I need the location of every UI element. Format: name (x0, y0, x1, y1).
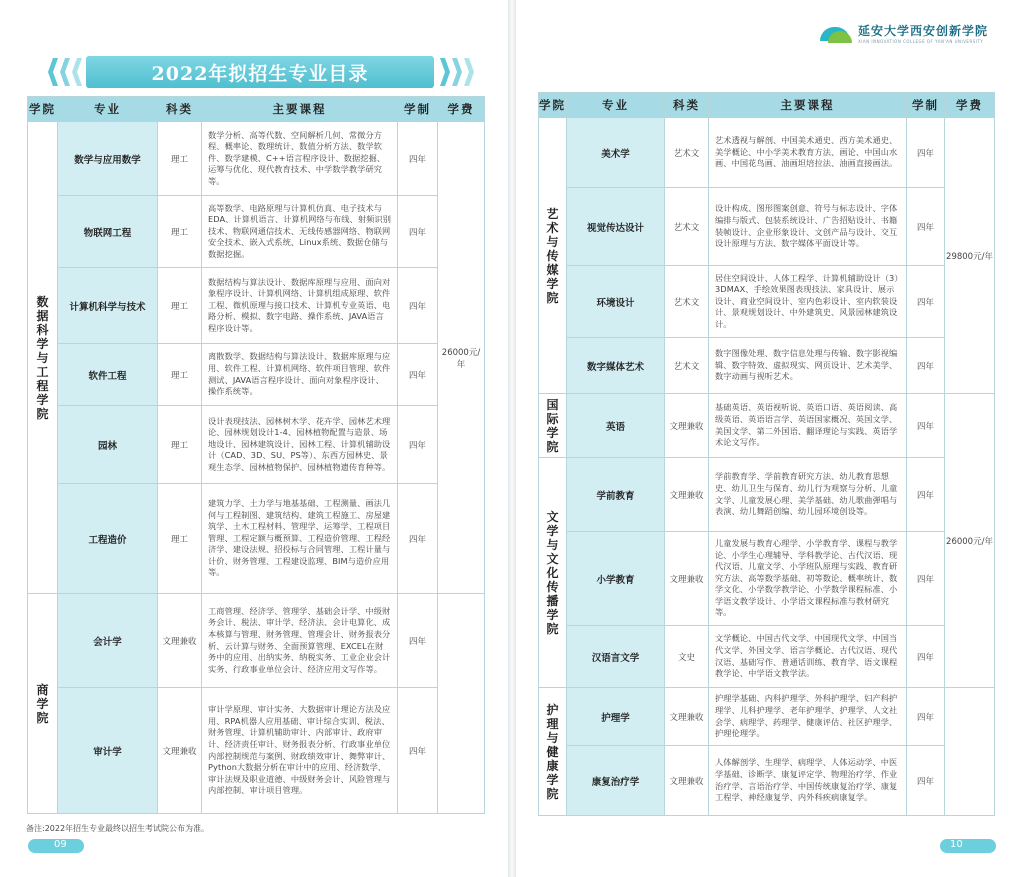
header-major: 专业 (567, 93, 665, 118)
table-row (539, 188, 995, 266)
major-name: 软件工程 (58, 344, 158, 406)
major-courses: 建筑力学、土力学与地基基础、工程测量、画法几何与工程制图、建筑结构、建筑工程施工、房屋建筑学、土木工程材料、管理学、运筹学、工程项目管理、工程定额与概预算、工程造价管理、工程经济学、建设法规、招投标与合同管理、工程计量与计价、财务管理、工程建设监理、BIM与造价应用等。 (202, 484, 398, 594)
table-row (539, 626, 995, 688)
header-school: 学院 (28, 97, 58, 122)
title-banner (48, 56, 472, 88)
tuition-fee: 26000元/年 (438, 122, 485, 594)
major-years: 四年 (907, 188, 945, 266)
major-category: 理工 (158, 122, 202, 196)
major-courses: 高等数学、电路原理与计算机仿真、电子技术与EDA、计算机语言、计算机网络与布线、射频识别技术、物联网通信技术、无线传感器网络、物联网安全技术、嵌入式系统、Linux系统、数据仓储与数据挖掘。 (202, 196, 398, 268)
page-number-left (28, 838, 84, 854)
major-category: 文理兼收 (665, 532, 709, 626)
major-category: 文理兼收 (158, 688, 202, 814)
major-courses: 设计表现技法、园林树木学、花卉学、园林艺术理论、园林规划设计1-4、园林植物配置与造景、场地设计、园林建筑设计、园林工程、计算机辅助设计（CAD、3D、SU、PS等）、东西方园林史、景观生态学、园林植物保护、园林植物遗传育种等。 (202, 406, 398, 484)
tuition-fee: 29800元/年 (945, 118, 995, 394)
left-major-table (27, 96, 485, 814)
header-courses: 主要课程 (202, 97, 398, 122)
school-cell (539, 394, 567, 458)
major-courses: 人体解剖学、生理学、病理学、人体运动学、中医学基础、诊断学、康复评定学、物理治疗学、作业治疗学、言语治疗学、中国传统康复治疗学、康复工程学、神经康复学、内外科疾病康复学。 (709, 746, 907, 816)
logo-chinese-name: 延安大学西安创新学院 (857, 24, 988, 38)
major-name: 康复治疗学 (567, 746, 665, 816)
table-header-row (28, 97, 485, 122)
major-name: 物联网工程 (58, 196, 158, 268)
major-years: 四年 (398, 122, 438, 196)
table-row (539, 266, 995, 338)
major-name: 工程造价 (58, 484, 158, 594)
table-row (539, 746, 995, 816)
major-years: 四年 (398, 688, 438, 814)
footnote: 备注:2022年招生专业最终以招生考试院公布为准。 (26, 824, 210, 833)
school-name: 文学与文化传播学院 (546, 509, 559, 636)
school-name: 护理与健康学院 (546, 702, 559, 801)
header-school: 学院 (539, 93, 567, 118)
table-row (28, 196, 485, 268)
major-years: 四年 (907, 626, 945, 688)
table-row (28, 268, 485, 344)
major-courses: 工商管理、经济学、管理学、基础会计学、中级财务会计、税法、审计学、经济法、会计电算化、成本核算与管理、财务管理、管理会计、财务报表分析、云计算与财务、全面预算管理、EXCEL在财务中的应用、出纳实务、纳税实务、工业企业会计实务、行政事业单位会计、经济应用文写作等。 (202, 594, 398, 688)
major-category: 艺术文 (665, 266, 709, 338)
major-category: 文史 (665, 626, 709, 688)
major-name: 计算机科学与技术 (58, 268, 158, 344)
major-category: 文理兼收 (665, 394, 709, 458)
header-years: 学制 (398, 97, 438, 122)
major-years: 四年 (907, 266, 945, 338)
banner-chevrons-left-icon (48, 58, 82, 86)
major-years: 四年 (398, 344, 438, 406)
major-years: 四年 (398, 406, 438, 484)
school-cell (28, 594, 58, 814)
major-courses: 基础英语、英语视听说、英语口语、英语阅读、高级英语、英语语言学、英语国家概况、英国文学、美国文学、第二外国语、翻译理论与实践、英语学术论文写作。 (709, 394, 907, 458)
tuition-fee (945, 688, 995, 816)
major-years: 四年 (907, 746, 945, 816)
major-category: 理工 (158, 406, 202, 484)
table-row (28, 594, 485, 688)
major-years: 四年 (907, 458, 945, 532)
table-row (539, 532, 995, 626)
major-name: 数学与应用数学 (58, 122, 158, 196)
header-fee: 学费 (945, 93, 995, 118)
major-name: 美术学 (567, 118, 665, 188)
major-category: 理工 (158, 344, 202, 406)
right-major-table (538, 92, 995, 816)
school-name: 艺术与传媒学院 (546, 206, 559, 305)
table-row (539, 338, 995, 394)
page-title: 2022年拟招生专业目录 (86, 56, 434, 88)
major-name: 护理学 (567, 688, 665, 746)
major-name: 汉语言文学 (567, 626, 665, 688)
major-category: 理工 (158, 268, 202, 344)
major-courses: 居住空间设计、人体工程学、计算机辅助设计（3）3DMAX、手绘效果图表现技法、家具设计、展示设计、商业空间设计、室内色彩设计、室内软装设计、景观规划设计、中外建筑史、风景园林建筑设计。 (709, 266, 907, 338)
major-years: 四年 (398, 594, 438, 688)
major-name: 会计学 (58, 594, 158, 688)
header-fee: 学费 (438, 97, 485, 122)
major-category: 文理兼收 (665, 688, 709, 746)
major-name: 学前教育 (567, 458, 665, 532)
major-name: 英语 (567, 394, 665, 458)
major-courses: 数学分析、高等代数、空间解析几何、常微分方程、概率论、数理统计、数值分析方法、数学软件、数学建模、C++语言程序设计、数据挖掘、运筹与优化、现代教育技术、中学数学教学研究等。 (202, 122, 398, 196)
major-years: 四年 (907, 394, 945, 458)
major-category: 理工 (158, 196, 202, 268)
major-category: 艺术文 (665, 188, 709, 266)
table-row (28, 484, 485, 594)
major-courses: 审计学原理、审计实务、大数据审计理论方法及应用、RPA机器人应用基础、审计综合实训、税法、财务管理、计算机辅助审计、内部审计、政府审计、经济责任审计、财务报表分析、行政事业单位内部控制规范与案例、财政绩效审计、舞弊审计、Python大数据分析在审计中的应用、经济数学、审计法规及职业道德、中级财务会计、风险管理与内部控制、审计项目管理。 (202, 688, 398, 814)
header-category: 科类 (665, 93, 709, 118)
table-row (28, 122, 485, 196)
school-name: 数据科学与工程学院 (36, 294, 49, 421)
table-header-row (539, 93, 995, 118)
table-row (539, 118, 995, 188)
banner-chevrons-right-icon (440, 58, 474, 86)
major-years: 四年 (398, 268, 438, 344)
school-cell (539, 688, 567, 816)
major-courses: 设计构成、图形图案创意、符号与标志设计、字体编排与版式、包装系统设计、广告招贴设计、书籍装帧设计、企业形象设计、文创产品与设计、交互设计原理与方法、数字媒体平面设计等。 (709, 188, 907, 266)
major-courses: 儿童发展与教育心理学、小学教育学、课程与教学论、小学生心理辅导、学科教学论、古代汉语、现代汉语、儿童文学、小学班队原理与实践、教育研究方法、高等数学基础、初等数论、概率统计、数学文化、小学数学教学论、小学数学课程标准、小学语文教学设计、小学语文课程标准与教材研究等。 (709, 532, 907, 626)
major-years: 四年 (907, 688, 945, 746)
school-cell (539, 458, 567, 688)
major-years: 四年 (398, 484, 438, 594)
major-courses: 学前教育学、学前教育研究方法、幼儿教育思想史、幼儿卫生与保育、幼儿行为观察与分析、儿童文学、儿童发展心理、美学基础、幼儿歌曲弹唱与表演、幼儿舞蹈创编、幼儿园环境创设等。 (709, 458, 907, 532)
major-years: 四年 (907, 532, 945, 626)
table-row (28, 406, 485, 484)
page-number-right-label: 10 (950, 839, 963, 850)
major-courses: 数据结构与算法设计、数据库原理与应用、面向对象程序设计、计算机网络、计算机组成原理、软件工程、微机原理与接口技术、计算机专业英语、电路分析、模拟、数字电路、操作系统、JAVA语言程序设计等。 (202, 268, 398, 344)
major-name: 视觉传达设计 (567, 188, 665, 266)
college-emblem-icon (820, 23, 852, 43)
major-category: 艺术文 (665, 338, 709, 394)
major-name: 数字媒体艺术 (567, 338, 665, 394)
header-years: 学制 (907, 93, 945, 118)
header-major: 专业 (58, 97, 158, 122)
major-name: 小学教育 (567, 532, 665, 626)
major-courses: 离散数学、数据结构与算法设计、数据库原理与应用、软件工程、计算机网络、软件项目管理、软件测试、JAVA语言程序设计、面向对象程序设计、操作系统等。 (202, 344, 398, 406)
header-category: 科类 (158, 97, 202, 122)
major-name: 园林 (58, 406, 158, 484)
header-courses: 主要课程 (709, 93, 907, 118)
major-category: 文理兼收 (665, 458, 709, 532)
major-name: 审计学 (58, 688, 158, 814)
table-row (539, 458, 995, 532)
major-years: 四年 (398, 196, 438, 268)
page-number-right (940, 838, 996, 854)
school-cell (28, 122, 58, 594)
table-row (28, 688, 485, 814)
table-row (539, 394, 995, 458)
school-cell (539, 118, 567, 394)
major-years: 四年 (907, 338, 945, 394)
logo-english-name: XIAN INNOVATION COLLEGE OF YAN'AN UNIVERSITY (857, 39, 984, 44)
major-courses: 艺术透视与解剖、中国美术通史、西方美术通史、美学概论、中小学美术教育方法、画论、中国山水画、中国花鸟画、油画坦培拉法、油画直接画法。 (709, 118, 907, 188)
major-category: 艺术文 (665, 118, 709, 188)
major-name: 环境设计 (567, 266, 665, 338)
tuition-fee: 26000元/年 (945, 394, 995, 688)
page-number-left-label: 09 (54, 839, 67, 850)
school-name: 商学院 (36, 682, 49, 725)
major-category: 理工 (158, 484, 202, 594)
major-years: 四年 (907, 118, 945, 188)
page-fold (508, 0, 516, 877)
college-logo (820, 22, 988, 44)
table-row (28, 344, 485, 406)
table-row (539, 688, 995, 746)
major-category: 文理兼收 (158, 594, 202, 688)
major-courses: 护理学基础、内科护理学、外科护理学、妇产科护理学、儿科护理学、老年护理学、护理学、人文社会学、病理学、药理学、健康评估、社区护理学、护理伦理学。 (709, 688, 907, 746)
major-category: 文理兼收 (665, 746, 709, 816)
major-courses: 数字图像处理、数字信息处理与传输、数字影视编辑、数字特效、虚拟现实、网页设计、艺术美学、数字动画与视听艺术。 (709, 338, 907, 394)
school-name: 国际学院 (546, 397, 559, 454)
major-courses: 文学概论、中国古代文学、中国现代文学、中国当代文学、外国文学、语言学概论、古代汉语、现代汉语、基础写作、普通话训练、教育学、语文课程教学论、中学语文教学法。 (709, 626, 907, 688)
tuition-fee (438, 594, 485, 814)
